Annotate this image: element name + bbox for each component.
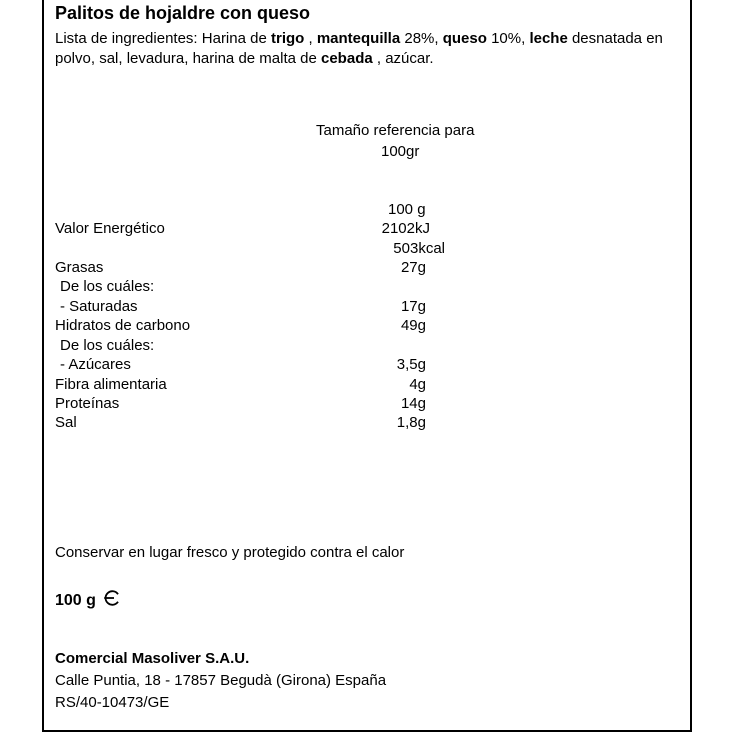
ingredients-list [55,29,670,69]
nutrient-value: 503kcal [393,240,445,257]
nutrient-value: 3,5g [396,356,426,373]
nutrient-label: Hidratos de carbono [55,317,191,334]
label-frame [42,0,692,732]
company-name: Comercial Masoliver S.A.U. [55,650,250,667]
ingredient-text: 28%, [400,30,443,47]
ingredient-allergen: mantequilla [316,30,401,47]
nutrient-value: 14g [400,395,426,412]
nutrient-value: 2102kJ [381,220,430,237]
net-weight-value: 100 g [55,592,96,609]
ingredient-allergen: cebada [321,50,373,67]
storage-instructions: Conservar en lugar fresco y protegido contra el calor [55,544,405,561]
nutrient-label: Valor Energético [55,220,165,237]
nutrient-label: De los cuáles: [60,337,155,354]
nutrient-label: Sal [55,414,77,431]
ingredient-allergen: trigo [270,30,305,47]
net-weight [55,590,120,611]
nutrient-label: Proteínas [55,395,120,412]
nutrient-label: Grasas [55,259,104,276]
nutrient-value: 17g [400,298,426,315]
estimated-sign-icon [102,590,120,611]
nutrient-value: 49g [400,317,426,334]
company-address: Calle Puntia, 18 - 17857 Begudà (Girona) España [55,672,387,689]
product-title: Palitos de hojaldre con queso [55,3,311,23]
nutrient-value: 1,8g [396,414,426,431]
nutrient-value: 27g [400,259,426,276]
company-registry: RS/40-10473/GE [55,694,170,711]
ingredient-text: desnatada en polvo, sal, levadura, harina de malta de [55,30,663,67]
ingredient-allergen: leche [529,30,568,47]
ingredient-text: Lista de ingredientes: Harina de [55,30,271,47]
nutrition-column-header: 100 g [388,201,426,218]
nutrient-value: 4g [409,376,426,393]
reference-line-1: Tamaño referencia para [316,122,475,139]
reference-line-2: 100gr [381,143,420,160]
ingredient-allergen: queso [442,30,487,47]
nutrient-label: - Saturadas [60,298,138,315]
nutrient-label: Fibra alimentaria [55,376,167,393]
ingredient-text: 10%, [486,30,530,47]
ingredient-text: , [304,30,317,47]
ingredient-text: , azúcar. [372,50,434,67]
nutrient-label: - Azúcares [60,356,131,373]
nutrient-label: De los cuáles: [60,278,155,295]
